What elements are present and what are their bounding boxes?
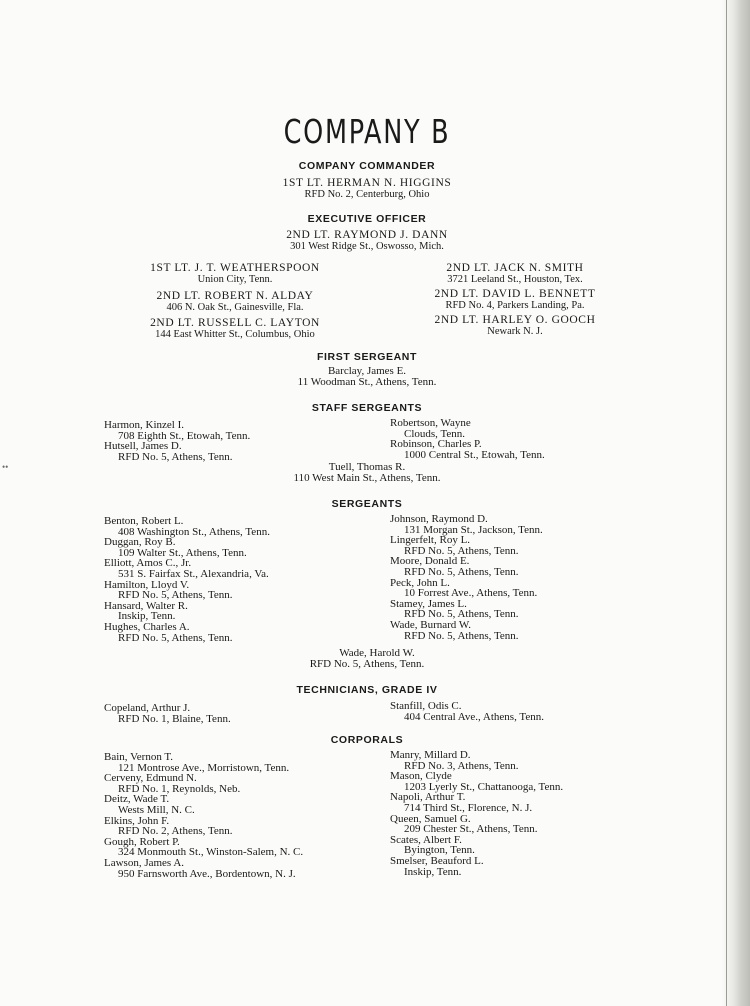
entry-name: Scates, Albert F. — [390, 833, 462, 846]
entry-name: Cerveny, Edmund N. — [104, 772, 197, 785]
officer-name: 2ND LT. DAVID L. BENNETT — [434, 288, 596, 300]
entry-address: RFD No. 1, Reynolds, Neb. — [118, 782, 241, 795]
margin-mark: •• — [2, 462, 9, 472]
entry-address: Byington, Tenn. — [404, 844, 475, 857]
staff-sergeant-center-name: Tuell, Thomas R. — [328, 461, 406, 473]
officer-address: Newark N. J. — [487, 326, 543, 337]
corporals-heading: CORPORALS — [330, 734, 404, 746]
entry-address: 324 Monmouth St., Winston-Salem, N. C. — [118, 846, 304, 859]
officer-address: 406 N. Oak St., Gainesville, Fla. — [166, 302, 304, 313]
corporals-left-column — [104, 752, 303, 879]
entry-name: Peck, John L. — [390, 576, 450, 589]
technicians-right-column — [390, 701, 544, 722]
first-sergeant-address: 11 Woodman St., Athens, Tenn. — [297, 376, 437, 388]
executive-heading: EXECUTIVE OFFICER — [307, 213, 427, 225]
officer-right-1 — [400, 262, 630, 285]
officer-left-3 — [110, 317, 360, 340]
entry-address: RFD No. 5, Athens, Tenn. — [118, 631, 233, 644]
officer-name: 2ND LT. RUSSELL C. LAYTON — [150, 317, 320, 329]
entry-address: Inskip, Tenn. — [404, 865, 462, 878]
officer-name: 1ST LT. J. T. WEATHERSPOON — [150, 262, 320, 274]
sergeant-center-name: Wade, Harold W. — [339, 647, 415, 659]
entry-name: Mason, Clyde — [390, 770, 452, 783]
entry-address: 209 Chester St., Athens, Tenn. — [404, 823, 538, 836]
entry-name: Napoli, Arthur T. — [390, 791, 466, 804]
corporals-right-column — [390, 750, 563, 877]
commander-address: RFD No. 2, Centerburg, Ohio — [304, 189, 430, 200]
entry-address: RFD No. 5, Athens, Tenn. — [118, 589, 233, 602]
entry-name: Moore, Donald E. — [390, 555, 470, 568]
page-title: COMPANY B — [283, 112, 451, 151]
entry-name: Queen, Samuel G. — [390, 812, 471, 825]
entry-address: 404 Central Ave., Athens, Tenn. — [404, 710, 544, 723]
entry-name: Elkins, John F. — [104, 814, 170, 827]
entry-address: 708 Eighth St., Etowah, Tenn. — [118, 429, 251, 442]
executive-name: 2ND LT. RAYMOND J. DANN — [286, 229, 448, 241]
officer-address: 3721 Leeland St., Houston, Tex. — [447, 274, 583, 285]
entry-name: Robinson, Charles P. — [390, 438, 482, 451]
entry-name: Hamilton, Lloyd V. — [104, 578, 190, 591]
entry-name: Wade, Burnard W. — [390, 618, 471, 631]
officer-address: 144 East Whitter St., Columbus, Ohio — [155, 329, 315, 340]
entry-name: Lingerfelt, Roy L. — [390, 534, 471, 547]
sergeants-left-column — [104, 516, 270, 643]
entry-address: RFD No. 5, Athens, Tenn. — [118, 450, 233, 463]
staff-sergeant-center-address: 110 West Main St., Athens, Tenn. — [293, 472, 441, 484]
entry-name: Manry, Millard D. — [390, 749, 471, 761]
entry-address: Inskip, Tenn. — [118, 610, 176, 623]
officer-address: RFD No. 4, Parkers Landing, Pa. — [445, 300, 585, 311]
first-sergeant-heading: FIRST SERGEANT — [317, 351, 417, 363]
officer-name: 2ND LT. HARLEY O. GOOCH — [434, 314, 596, 326]
entry-name: Elliott, Amos C., Jr. — [104, 557, 192, 570]
entry-address: 950 Farnsworth Ave., Bordentown, N. J. — [118, 867, 296, 880]
staff-sergeants-heading: STAFF SERGEANTS — [311, 402, 423, 414]
sergeant-center-address: RFD No. 5, Athens, Tenn. — [309, 658, 425, 670]
entry-name: Lawson, James A. — [104, 856, 185, 869]
entry-name: Hutsell, James D. — [104, 440, 182, 453]
entry-name: Stanfill, Odis C. — [390, 700, 462, 712]
entry-name: Harmon, Kinzel I. — [104, 419, 185, 431]
technicians-heading: TECHNICIANS, GRADE IV — [296, 684, 438, 696]
entry-address: RFD No. 2, Athens, Tenn. — [118, 825, 233, 838]
officer-right-3 — [400, 314, 630, 337]
commander-heading: COMPANY COMMANDER — [298, 160, 436, 172]
first-sergeant-name: Barclay, James E. — [327, 365, 407, 377]
technicians-left-column — [104, 703, 231, 724]
officer-left-2 — [110, 290, 360, 313]
entry-name: Smelser, Beauford L. — [390, 854, 484, 867]
entry-name: Johnson, Raymond D. — [390, 513, 488, 525]
entry-address: 1000 Central St., Etowah, Tenn. — [404, 448, 545, 461]
entry-address: 714 Third St., Florence, N. J. — [404, 801, 533, 814]
entry-address: 408 Washington St., Athens, Tenn. — [118, 525, 270, 538]
entry-name: Copeland, Arthur J. — [104, 702, 191, 714]
entry-address: Wests Mill, N. C. — [118, 803, 195, 816]
entry-address: 131 Morgan St., Jackson, Tenn. — [404, 523, 543, 536]
entry-name: Hansard, Walter R. — [104, 599, 188, 612]
entry-name: Deitz, Wade T. — [104, 793, 170, 806]
entry-address: RFD No. 5, Athens, Tenn. — [404, 608, 519, 621]
officer-name: 2ND LT. JACK N. SMITH — [446, 262, 584, 274]
entry-address: 10 Forrest Ave., Athens, Tenn. — [404, 587, 538, 600]
entry-address: RFD No. 1, Blaine, Tenn. — [118, 712, 231, 725]
entry-name: Robertson, Wayne — [390, 417, 471, 429]
entry-address: 121 Montrose Ave., Morristown, Tenn. — [118, 761, 290, 774]
sergeants-right-column — [390, 514, 543, 641]
entry-name: Hughes, Charles A. — [104, 620, 190, 633]
entry-address: 1203 Lyerly St., Chattanooga, Tenn. — [404, 780, 564, 793]
entry-address: 531 S. Fairfax St., Alexandria, Va. — [118, 567, 269, 580]
officer-right-2 — [400, 288, 630, 311]
entry-name: Duggan, Roy B. — [104, 536, 176, 549]
entry-address: RFD No. 3, Athens, Tenn. — [404, 759, 519, 772]
executive-address: 301 West Ridge St., Oswosso, Mich. — [290, 241, 444, 252]
sergeants-heading: SERGEANTS — [331, 498, 403, 510]
commander-name: 1ST LT. HERMAN N. HIGGINS — [282, 177, 452, 189]
staff-sergeants-right-column — [390, 418, 545, 460]
entry-name: Stamey, James L. — [390, 597, 467, 610]
entry-address: RFD No. 5, Athens, Tenn. — [404, 544, 519, 557]
entry-name: Gough, Robert P. — [104, 835, 180, 848]
officer-name: 2ND LT. ROBERT N. ALDAY — [156, 290, 314, 302]
entry-address: 109 Walter St., Athens, Tenn. — [118, 546, 247, 559]
entry-address: RFD No. 5, Athens, Tenn. — [404, 629, 519, 642]
officer-address: Union City, Tenn. — [197, 274, 273, 285]
entry-address: Clouds, Tenn. — [404, 427, 466, 440]
entry-name: Benton, Robert L. — [104, 515, 184, 527]
staff-sergeants-left-column — [104, 420, 250, 462]
entry-name: Bain, Vernon T. — [104, 751, 174, 763]
officer-left-1 — [110, 262, 360, 285]
entry-address: RFD No. 5, Athens, Tenn. — [404, 565, 519, 578]
